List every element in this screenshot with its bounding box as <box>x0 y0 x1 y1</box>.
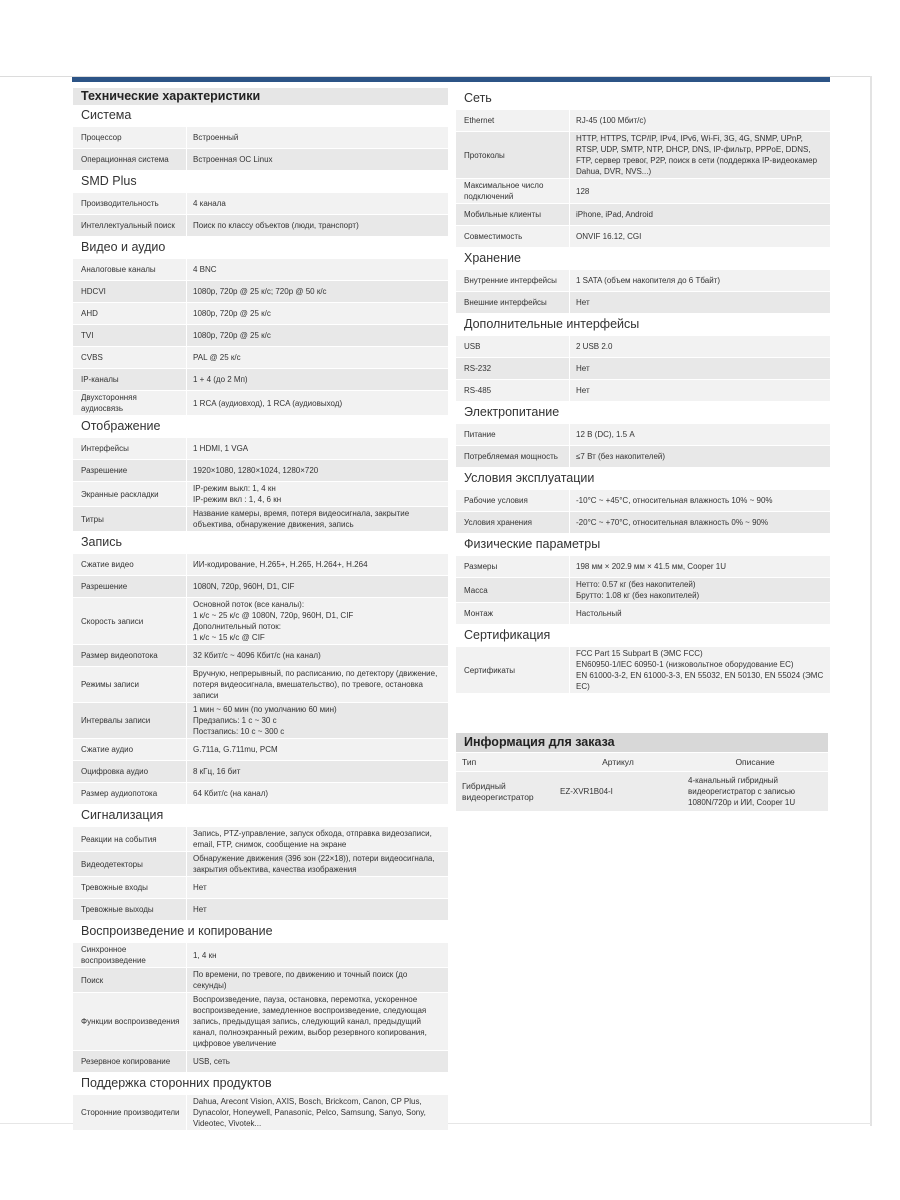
spec-value: 8 кГц, 16 бит <box>187 761 448 782</box>
spec-value: 1080p, 720p @ 25 к/с; 720p @ 50 к/с <box>187 281 448 302</box>
section-title: Отображение <box>81 419 161 433</box>
spec-row <box>73 1095 448 1130</box>
section-title: Электропитание <box>464 405 560 419</box>
spec-table <box>73 437 448 532</box>
order-sku: EZ-XVR1B04-I <box>554 772 682 811</box>
spec-value: 2 USB 2.0 <box>570 336 830 357</box>
section-title: Дополнительные интерфейсы <box>464 317 640 331</box>
spec-value: PAL @ 25 к/с <box>187 347 448 368</box>
spec-row <box>73 460 448 481</box>
spec-label: Ethernet <box>456 110 570 131</box>
spec-row <box>73 899 448 920</box>
spec-label: IP-каналы <box>73 369 187 390</box>
spec-value: Основной поток (все каналы): 1 к/с ~ 25 к/с @ 1080N, 720p, 960H, D1, CIF Дополнительный поток: 1 к/с ~ 15 к/с @ CIF <box>187 598 448 644</box>
spec-label: Размер аудиопотока <box>73 783 187 804</box>
spec-value: 1 HDMI, 1 VGA <box>187 438 448 459</box>
spec-value: Нет <box>570 358 830 379</box>
spec-value: Название камеры, время, потеря видеосигнала, закрытие объектива, обнаружение движения, запись <box>187 507 448 531</box>
spec-row <box>73 852 448 876</box>
order-header-description: Описание <box>682 753 828 771</box>
order-header-sku: Артикул <box>554 753 682 771</box>
section-title: Физические параметры <box>464 537 601 551</box>
spec-label: Совместимость <box>456 226 570 247</box>
spec-value: 4 BNC <box>187 259 448 280</box>
spec-value: 1080N, 720p, 960H, D1, CIF <box>187 576 448 597</box>
spec-row <box>456 578 830 602</box>
spec-label: Рабочие условия <box>456 490 570 511</box>
spec-label: Мобильные клиенты <box>456 204 570 225</box>
spec-label: Условия хранения <box>456 512 570 533</box>
spec-row <box>73 576 448 597</box>
spec-table <box>73 1094 448 1131</box>
spec-row <box>73 783 448 804</box>
spec-value: По времени, по тревоге, по движению и точный поиск (до секунды) <box>187 968 448 992</box>
spec-label: Операционная система <box>73 149 187 170</box>
spec-value: USB, сеть <box>187 1051 448 1072</box>
section-title: Условия эксплуатации <box>464 471 595 485</box>
spec-row <box>73 739 448 760</box>
spec-row <box>73 1051 448 1072</box>
spec-row <box>73 761 448 782</box>
spec-label: Процессор <box>73 127 187 148</box>
spec-table <box>456 269 830 314</box>
spec-table <box>73 553 448 805</box>
spec-label: Резервное копирование <box>73 1051 187 1072</box>
spec-row <box>456 110 830 131</box>
order-type: Гибридный видеорегистратор <box>456 772 554 811</box>
spec-value: 12 В (DC), 1.5 А <box>570 424 830 445</box>
order-description: 4-канальный гибридный видеорегистратор с записью 1080N/720p и ИИ, Cooper 1U <box>682 772 828 811</box>
spec-row <box>456 179 830 203</box>
spec-column-right <box>456 88 830 694</box>
spec-value: 64 Кбит/с (на канал) <box>187 783 448 804</box>
spec-row <box>73 827 448 851</box>
spec-label: Двухсторонняя аудиосвязь <box>73 391 187 415</box>
spec-value: IP-режим выкл: 1, 4 кн IP-режим вкл : 1, 4, 6 кн <box>187 482 448 506</box>
spec-table <box>73 826 448 921</box>
spec-label: USB <box>456 336 570 357</box>
spec-row <box>456 204 830 225</box>
spec-label: Поиск <box>73 968 187 992</box>
spec-value: ИИ-кодирование, H.265+, H.265, H.264+, H.264 <box>187 554 448 575</box>
spec-label: Производительность <box>73 193 187 214</box>
spec-value: -10°C ~ +45°C, относительная влажность 10% ~ 90% <box>570 490 830 511</box>
spec-value: Запись, PTZ-управление, запуск обхода, отправка видеозаписи, email, FTP, снимок, сообщение на экране <box>187 827 448 851</box>
spec-label: AHD <box>73 303 187 324</box>
spec-label: Сжатие видео <box>73 554 187 575</box>
spec-label: Разрешение <box>73 576 187 597</box>
spec-row <box>456 292 830 313</box>
order-table-row <box>456 772 828 811</box>
spec-row <box>73 149 448 170</box>
spec-row <box>73 554 448 575</box>
spec-row <box>456 424 830 445</box>
spec-value: -20°C ~ +70°C, относительная влажность 0% ~ 90% <box>570 512 830 533</box>
spec-label: Питание <box>456 424 570 445</box>
spec-label: RS-232 <box>456 358 570 379</box>
spec-value: G.711a, G.711mu, PCM <box>187 739 448 760</box>
spec-row <box>73 645 448 666</box>
spec-label: Экранные раскладки <box>73 482 187 506</box>
spec-row <box>73 259 448 280</box>
spec-value: 1080p, 720p @ 25 к/с <box>187 303 448 324</box>
spec-value: 32 Кбит/с ~ 4096 Кбит/с (на канал) <box>187 645 448 666</box>
spec-value: 128 <box>570 179 830 203</box>
spec-row <box>456 226 830 247</box>
spec-row <box>73 703 448 738</box>
spec-value: Обнаружение движения (396 зон (22×18)), потери видеосигнала, закрытия объектива, качества изображения <box>187 852 448 876</box>
spec-row <box>73 303 448 324</box>
spec-table <box>456 489 830 534</box>
spec-value: 4 канала <box>187 193 448 214</box>
spec-row <box>456 336 830 357</box>
spec-label: Максимальное число подключений <box>456 179 570 203</box>
spec-value: ≤7 Вт (без накопителей) <box>570 446 830 467</box>
spec-label: Тревожные выходы <box>73 899 187 920</box>
spec-value: 1 + 4 (до 2 Мп) <box>187 369 448 390</box>
spec-row <box>456 556 830 577</box>
spec-row <box>456 647 830 693</box>
spec-value: Встроенная ОС Linux <box>187 149 448 170</box>
spec-label: Сжатие аудио <box>73 739 187 760</box>
spec-value: Настольный <box>570 603 830 624</box>
header-accent-bar <box>72 77 830 82</box>
spec-value: Вручную, непрерывный, по расписанию, по детектору (движение, потеря видеосигнала, вмешательство), по тревоге, остановка записи <box>187 667 448 702</box>
section-title: Сеть <box>464 91 492 105</box>
spec-row <box>456 380 830 401</box>
spec-table <box>456 335 830 402</box>
spec-row <box>456 446 830 467</box>
order-info-title: Информация для заказа <box>456 733 828 752</box>
order-info-panel <box>456 733 828 812</box>
order-header-type: Тип <box>456 753 554 771</box>
spec-table <box>73 126 448 171</box>
spec-label: RS-485 <box>456 380 570 401</box>
page-title: Технические характеристики <box>73 88 448 105</box>
spec-table <box>456 109 830 248</box>
spec-row <box>456 358 830 379</box>
spec-row <box>73 347 448 368</box>
spec-row <box>73 507 448 531</box>
spec-row <box>73 968 448 992</box>
spec-row <box>456 512 830 533</box>
spec-label: Сертификаты <box>456 647 570 693</box>
spec-label: Тревожные входы <box>73 877 187 898</box>
spec-label: Сторонние производители <box>73 1095 187 1130</box>
spec-column-left <box>73 88 448 1131</box>
spec-label: Протоколы <box>456 132 570 178</box>
spec-label: Реакции на события <box>73 827 187 851</box>
spec-row <box>73 325 448 346</box>
spec-value: Dahua, Arecont Vision, AXIS, Bosch, Brickcom, Canon, CP Plus, Dynacolor, Honeywell, Panasonic, Pelco, Samsung, Sanyo, Sony, Videotec, Vivotek... <box>187 1095 448 1130</box>
spec-label: Масса <box>456 578 570 602</box>
spec-label: CVBS <box>73 347 187 368</box>
section-title: Сигнализация <box>81 808 164 822</box>
spec-label: Потребляемая мощность <box>456 446 570 467</box>
spec-label: Синхронное воспроизведение <box>73 943 187 967</box>
spec-row <box>73 598 448 644</box>
spec-value: iPhone, iPad, Android <box>570 204 830 225</box>
spec-label: Внешние интерфейсы <box>456 292 570 313</box>
spec-row <box>456 603 830 624</box>
spec-label: Скорость записи <box>73 598 187 644</box>
spec-value: 1 RCA (аудиовход), 1 RCA (аудиовыход) <box>187 391 448 415</box>
spec-value: 1 мин ~ 60 мин (по умолчанию 60 мин) Предзапись: 1 с ~ 30 с Постзапись: 10 с ~ 300 с <box>187 703 448 738</box>
spec-label: Разрешение <box>73 460 187 481</box>
spec-label: Аналоговые каналы <box>73 259 187 280</box>
spec-row <box>456 270 830 291</box>
section-title: Воспроизведение и копирование <box>81 924 273 938</box>
spec-row <box>456 490 830 511</box>
section-title: Система <box>81 108 132 122</box>
spec-row <box>73 943 448 967</box>
spec-label: Размер видеопотока <box>73 645 187 666</box>
spec-row <box>73 993 448 1050</box>
spec-row <box>73 127 448 148</box>
spec-value: ONVIF 16.12, CGI <box>570 226 830 247</box>
spec-label: Внутренние интерфейсы <box>456 270 570 291</box>
spec-label: Интерфейсы <box>73 438 187 459</box>
order-table-header <box>456 753 828 771</box>
spec-table <box>456 423 830 468</box>
spec-label: TVI <box>73 325 187 346</box>
spec-value: Воспроизведение, пауза, остановка, перемотка, ускоренное воспроизведение, замедленное воспроизведение, следующая запись, предыдущая запись, следующий канал, предыдущий канал, полноэкранный режим, выбор резервного копирования, цифровое увеличение <box>187 993 448 1050</box>
section-title: Сертификация <box>464 628 551 642</box>
spec-label: Режимы записи <box>73 667 187 702</box>
spec-label: Размеры <box>456 556 570 577</box>
spec-value: 1, 4 кн <box>187 943 448 967</box>
spec-value: Нет <box>570 380 830 401</box>
spec-value: RJ-45 (100 Мбит/с) <box>570 110 830 131</box>
section-title: Поддержка сторонних продуктов <box>81 1076 272 1090</box>
spec-value: Встроенный <box>187 127 448 148</box>
spec-value: 1 SATA (объем накопителя до 6 Тбайт) <box>570 270 830 291</box>
spec-value: 1920×1080, 1280×1024, 1280×720 <box>187 460 448 481</box>
spec-row <box>73 391 448 415</box>
spec-label: Интервалы записи <box>73 703 187 738</box>
spec-table <box>456 555 830 625</box>
order-table <box>456 752 828 812</box>
spec-table <box>456 646 830 694</box>
spec-row <box>73 438 448 459</box>
spec-value: Нетто: 0.57 кг (без накопителей) Брутто: 1.08 кг (без накопителей) <box>570 578 830 602</box>
spec-label: Функции воспроизведения <box>73 993 187 1050</box>
spec-row <box>73 877 448 898</box>
spec-row <box>73 369 448 390</box>
spec-value: HTTP, HTTPS, TCP/IP, IPv4, IPv6, Wi-Fi, 3G, 4G, SNMP, UPnP, RTSP, UDP, SMTP, NTP, DHCP, DNS, IP-фильтр, PPPoE, DDNS, FTP, сервер тревог, P2P, поиск в сети (поддержка IP-видеокамер Dahua, DVR, NVS...) <box>570 132 830 178</box>
spec-table <box>73 192 448 237</box>
spec-row <box>73 667 448 702</box>
spec-row <box>73 215 448 236</box>
spec-value: 1080p, 720p @ 25 к/с <box>187 325 448 346</box>
section-title: Хранение <box>464 251 521 265</box>
spec-value: 198 мм × 202.9 мм × 41.5 мм, Cooper 1U <box>570 556 830 577</box>
spec-row <box>456 132 830 178</box>
section-title: Запись <box>81 535 123 549</box>
section-title: SMD Plus <box>81 174 137 188</box>
spec-label: Интеллектуальный поиск <box>73 215 187 236</box>
spec-label: Титры <box>73 507 187 531</box>
spec-value: Поиск по классу объектов (люди, транспорт) <box>187 215 448 236</box>
spec-label: Оцифровка аудио <box>73 761 187 782</box>
spec-table <box>73 258 448 416</box>
spec-label: Видеодетекторы <box>73 852 187 876</box>
spec-row <box>73 281 448 302</box>
spec-value: Нет <box>570 292 830 313</box>
spec-label: Монтаж <box>456 603 570 624</box>
spec-label: HDCVI <box>73 281 187 302</box>
spec-row <box>73 482 448 506</box>
spec-row <box>73 193 448 214</box>
spec-value: FCC Part 15 Subpart B (ЭМС FCC) EN60950-1/IEC 60950-1 (низковольтное оборудование ЕС) EN 61000-3-2, EN 61000-3-3, EN 55032, EN 50130, EN 55024 (ЭМС ЕС) <box>570 647 830 693</box>
spec-table <box>73 942 448 1073</box>
spec-value: Нет <box>187 877 448 898</box>
section-title: Видео и аудио <box>81 240 166 254</box>
page-border-right <box>870 76 872 1126</box>
spec-value: Нет <box>187 899 448 920</box>
